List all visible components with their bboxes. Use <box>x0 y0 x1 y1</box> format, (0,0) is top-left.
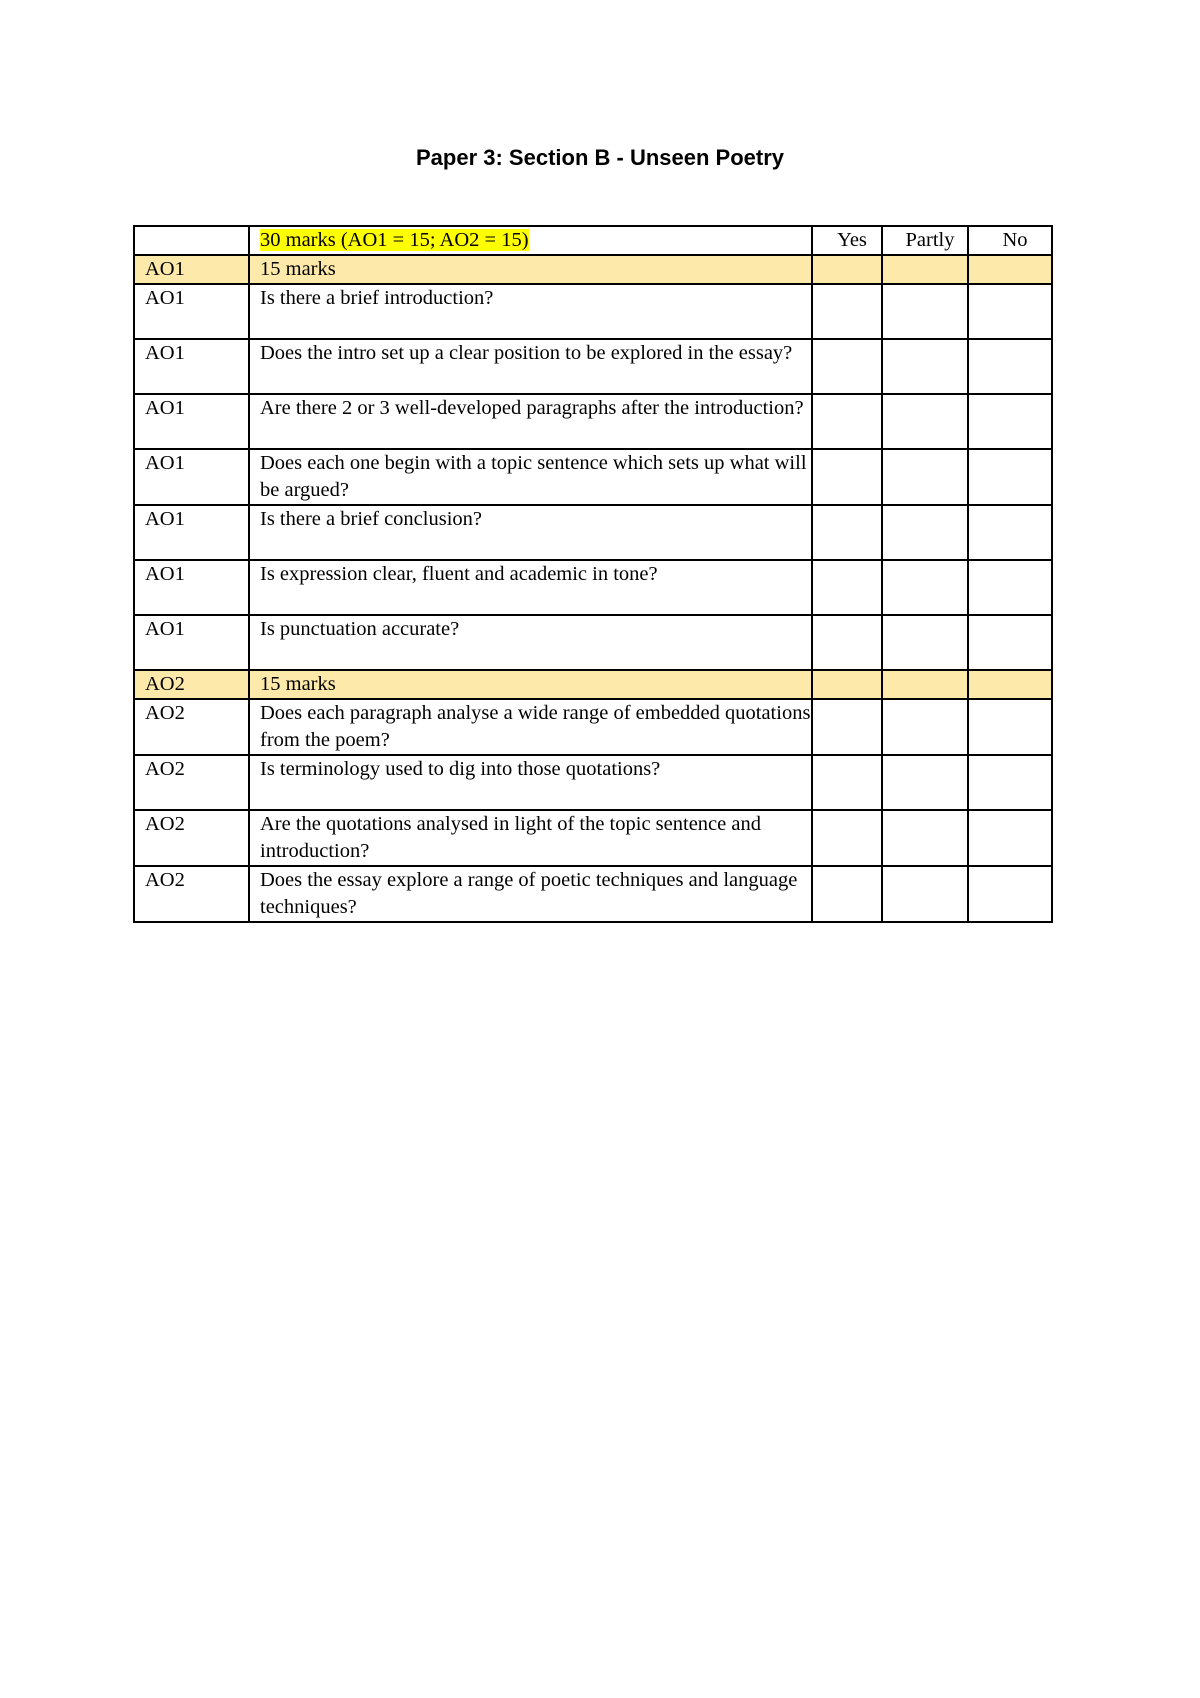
question-text: Does the essay explore a range of poetic techniques and language techniques? <box>249 866 812 922</box>
band-partly-cell <box>882 255 968 284</box>
band-no-cell <box>968 670 1052 699</box>
no-checkbox-cell[interactable] <box>968 505 1052 560</box>
table-row <box>134 339 1052 394</box>
band-yes-cell <box>812 670 882 699</box>
ao-label: AO2 <box>134 866 249 922</box>
no-checkbox-cell[interactable] <box>968 755 1052 810</box>
total-marks-label: 30 marks (AO1 = 15; AO2 = 15) <box>260 229 529 251</box>
question-text: Is terminology used to dig into those quotations? <box>249 755 812 810</box>
no-checkbox-cell[interactable] <box>968 810 1052 866</box>
table-row <box>134 755 1052 810</box>
table-header-row <box>134 226 1052 255</box>
no-checkbox-cell[interactable] <box>968 394 1052 449</box>
yes-checkbox-cell[interactable] <box>812 755 882 810</box>
no-checkbox-cell[interactable] <box>968 699 1052 755</box>
partly-checkbox-cell[interactable] <box>882 866 968 922</box>
ao-label: AO1 <box>134 449 249 505</box>
question-text: Is there a brief conclusion? <box>249 505 812 560</box>
table-row <box>134 284 1052 339</box>
ao-label: AO1 <box>134 505 249 560</box>
no-checkbox-cell[interactable] <box>968 615 1052 670</box>
question-text: Does each one begin with a topic sentence which sets up what will be argued? <box>249 449 812 505</box>
ao-label: AO1 <box>134 615 249 670</box>
partly-checkbox-cell[interactable] <box>882 755 968 810</box>
ao2-band-row <box>134 670 1052 699</box>
band-partly-cell <box>882 670 968 699</box>
band-marks-label: 15 marks <box>249 255 812 284</box>
ao-label: AO1 <box>134 339 249 394</box>
yes-checkbox-cell[interactable] <box>812 449 882 505</box>
table-row <box>134 560 1052 615</box>
table-row <box>134 394 1052 449</box>
band-ao-label: AO1 <box>134 255 249 284</box>
question-text: Is there a brief introduction? <box>249 284 812 339</box>
no-checkbox-cell[interactable] <box>968 560 1052 615</box>
ao-label: AO1 <box>134 284 249 339</box>
header-partly: Partly <box>882 226 968 255</box>
ao-label: AO2 <box>134 699 249 755</box>
ao-label: AO1 <box>134 560 249 615</box>
yes-checkbox-cell[interactable] <box>812 615 882 670</box>
question-text: Is punctuation accurate? <box>249 615 812 670</box>
header-no: No <box>968 226 1052 255</box>
header-yes: Yes <box>812 226 882 255</box>
question-text: Are the quotations analysed in light of the topic sentence and introduction? <box>249 810 812 866</box>
partly-checkbox-cell[interactable] <box>882 699 968 755</box>
band-ao-label: AO2 <box>134 670 249 699</box>
table-row <box>134 505 1052 560</box>
partly-checkbox-cell[interactable] <box>882 449 968 505</box>
yes-checkbox-cell[interactable] <box>812 810 882 866</box>
partly-checkbox-cell[interactable] <box>882 505 968 560</box>
page-title: Paper 3: Section B - Unseen Poetry <box>416 145 784 170</box>
yes-checkbox-cell[interactable] <box>812 339 882 394</box>
table-row <box>134 810 1052 866</box>
yes-checkbox-cell[interactable] <box>812 284 882 339</box>
band-no-cell <box>968 255 1052 284</box>
table-row <box>134 699 1052 755</box>
table-row <box>134 449 1052 505</box>
no-checkbox-cell[interactable] <box>968 866 1052 922</box>
assessment-checklist-table <box>133 225 1053 923</box>
partly-checkbox-cell[interactable] <box>882 615 968 670</box>
no-checkbox-cell[interactable] <box>968 339 1052 394</box>
ao-label: AO2 <box>134 755 249 810</box>
question-text: Is expression clear, fluent and academic in tone? <box>249 560 812 615</box>
partly-checkbox-cell[interactable] <box>882 394 968 449</box>
no-checkbox-cell[interactable] <box>968 449 1052 505</box>
ao-label: AO1 <box>134 394 249 449</box>
question-text: Does each paragraph analyse a wide range of embedded quotations from the poem? <box>249 699 812 755</box>
no-checkbox-cell[interactable] <box>968 284 1052 339</box>
table-row <box>134 615 1052 670</box>
partly-checkbox-cell[interactable] <box>882 339 968 394</box>
yes-checkbox-cell[interactable] <box>812 394 882 449</box>
yes-checkbox-cell[interactable] <box>812 505 882 560</box>
band-yes-cell <box>812 255 882 284</box>
table-row <box>134 866 1052 922</box>
question-text: Does the intro set up a clear position to be explored in the essay? <box>249 339 812 394</box>
header-marks-cell <box>249 226 812 255</box>
partly-checkbox-cell[interactable] <box>882 810 968 866</box>
partly-checkbox-cell[interactable] <box>882 284 968 339</box>
yes-checkbox-cell[interactable] <box>812 866 882 922</box>
question-text: Are there 2 or 3 well-developed paragraphs after the introduction? <box>249 394 812 449</box>
ao1-band-row <box>134 255 1052 284</box>
band-marks-label: 15 marks <box>249 670 812 699</box>
yes-checkbox-cell[interactable] <box>812 699 882 755</box>
partly-checkbox-cell[interactable] <box>882 560 968 615</box>
yes-checkbox-cell[interactable] <box>812 560 882 615</box>
header-ao-cell <box>134 226 249 255</box>
ao-label: AO2 <box>134 810 249 866</box>
